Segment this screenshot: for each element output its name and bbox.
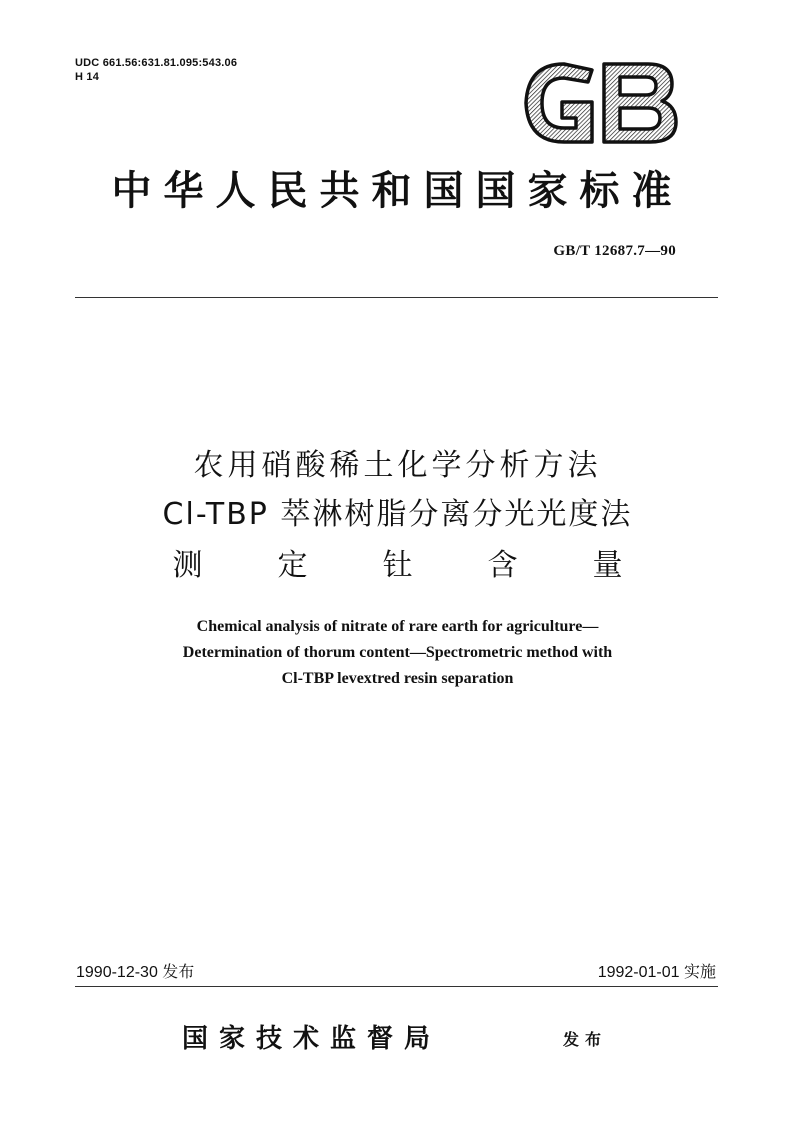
title-cn-char: 测	[172, 548, 203, 583]
udc-code: UDC 661.56:631.81.095:543.06	[75, 57, 238, 69]
standard-number: GB/T 12687.7—90	[553, 243, 676, 259]
issuing-authority: 国家技术监督局	[182, 1024, 442, 1054]
title-en	[75, 614, 720, 692]
title-cn-line3	[75, 546, 720, 586]
udc-block	[75, 56, 237, 84]
title-en-line3: Cl-TBP levextred resin separation	[281, 670, 514, 687]
title-en-line1: Chemical analysis of nitrate of rare earth for agriculture—	[196, 618, 599, 635]
title-cn-char: 钍	[382, 548, 413, 583]
title-cn-line2: Cl-TBP 萃淋树脂分离分光光度法	[162, 497, 633, 532]
effective-date: 1992-01-01 实施	[597, 964, 716, 981]
title-cn-char: 定	[277, 548, 308, 583]
title-cn-char: 量	[592, 548, 623, 583]
header-divider	[75, 297, 718, 298]
gb-logo	[520, 60, 680, 146]
issuing-country-standard-title: 中华人民共和国国家标准	[111, 167, 684, 214]
classification-code: H 14	[75, 71, 100, 83]
title-cn-line1: 农用硝酸稀土化学分析方法	[193, 448, 602, 483]
issuing-action: 发布	[563, 1030, 608, 1049]
title-en-line2: Determination of thorum content—Spectrometric method with	[182, 644, 613, 661]
issue-date: 1990-12-30 发布	[76, 964, 195, 981]
footer-divider	[75, 986, 718, 987]
title-cn-char: 含	[487, 548, 518, 583]
